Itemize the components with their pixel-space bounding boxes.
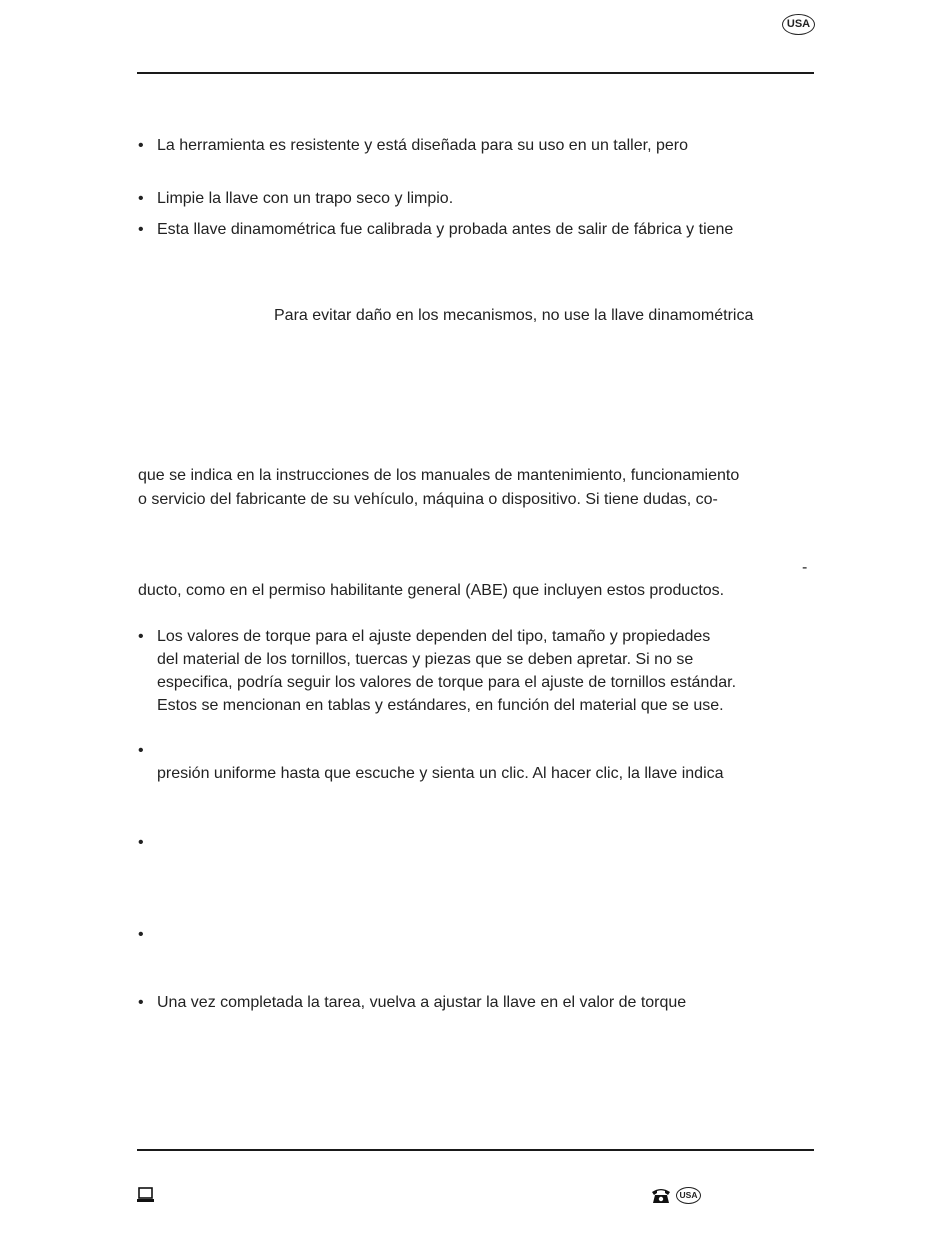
bullet-dot: • (138, 221, 144, 238)
bullet-text: del material de los tornillos, tuercas y piezas que se deben apretar. Si no se (157, 651, 694, 668)
bullet-text: Esta llave dinamométrica fue calibrada y probada antes de salir de fábrica y tiene (157, 221, 734, 238)
bullet-dot: • (138, 742, 144, 759)
bullet-dot: • (138, 834, 144, 851)
bullet-text: Estos se mencionan en tablas y estándares, en función del material que se use. (157, 697, 724, 714)
bullet-text: Una vez completada la tarea, vuelva a ajustar la llave en el valor de torque (157, 994, 687, 1011)
paragraph-line: ducto, como en el permiso habilitante general (ABE) que incluyen estos productos. (138, 582, 725, 599)
laptop-icon (136, 1187, 155, 1204)
bullet-text: La herramienta es resistente y está diseñada para su uso en un taller, pero (157, 137, 688, 154)
paragraph-line: o servicio del fabricante de su vehículo, máquina o dispositivo. Si tiene dudas, co- (138, 491, 718, 508)
hyphen-mark: - (802, 559, 808, 576)
bullet-text: Los valores de torque para el ajuste dependen del tipo, tamaño y propiedades (157, 628, 711, 645)
bullet-text: presión uniforme hasta que escuche y sienta un clic. Al hacer clic, la llave indica (157, 765, 724, 782)
bullet-dot: • (138, 926, 144, 943)
bullet-dot: • (138, 137, 144, 154)
bullet-text: Limpie la llave con un trapo seco y limpio. (157, 190, 454, 207)
bullet-dot: • (138, 190, 144, 207)
bullet-text: especifica, podría seguir los valores de torque para el ajuste de tornillos estándar. (157, 674, 737, 691)
country-badge-header: USA (782, 14, 815, 35)
paragraph-line: que se indica en la instrucciones de los manuales de mantenimiento, funcionamiento (138, 467, 740, 484)
header-rule (137, 72, 814, 74)
notice-text: Para evitar daño en los mecanismos, no use la llave dinamométrica (274, 307, 754, 324)
bullet-dot: • (138, 628, 144, 645)
footer-rule (137, 1149, 814, 1151)
telephone-icon (650, 1187, 672, 1204)
country-badge-footer: USA (676, 1187, 701, 1204)
bullet-dot: • (138, 994, 144, 1011)
